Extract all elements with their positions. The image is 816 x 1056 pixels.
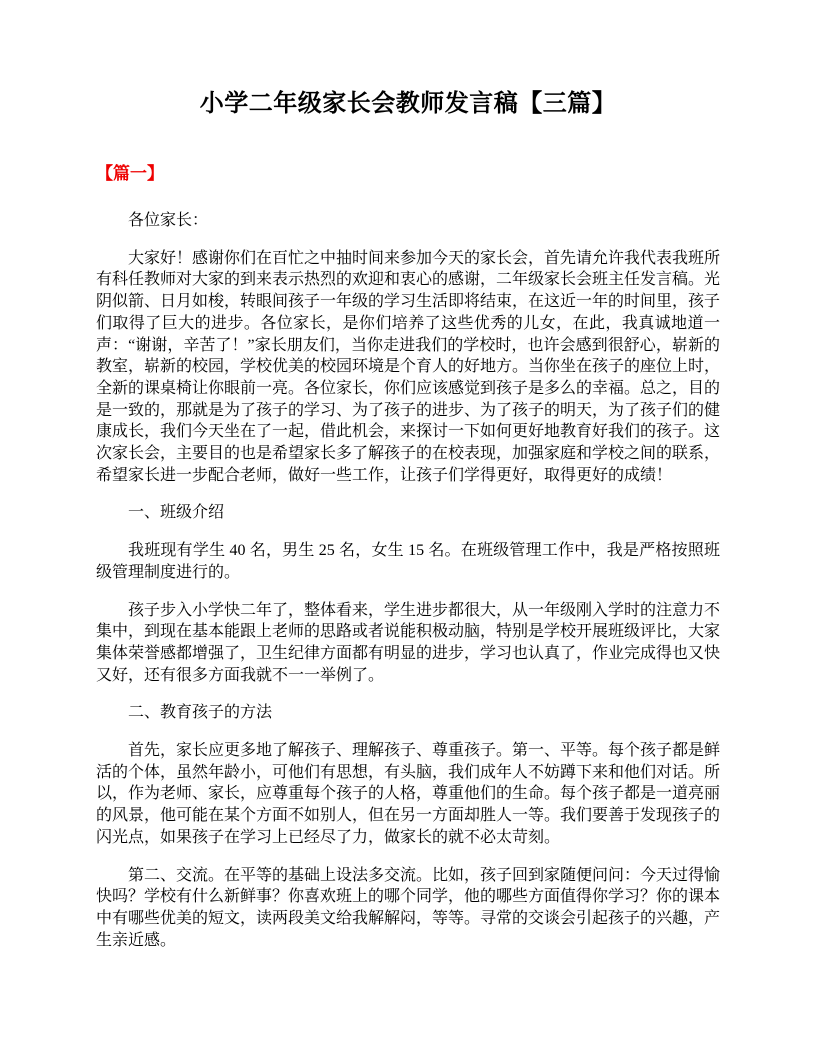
paragraph-method-communication: 第二、交流。在平等的基础上设法多交流。比如，孩子回到家随便问问：今天过得愉快吗？学校有什么新鲜事？你喜欢班上的哪个同学，他的哪些方面值得你学习？你的课本中有哪些优美的短文，读两段美文给我解解闷，等等。寻常的交谈会引起孩子的兴趣，产生亲近感。 [96, 866, 721, 949]
subheading-class-introduction: 一、班级介绍 [128, 504, 225, 522]
subheading-education-methods: 二、教育孩子的方法 [128, 704, 273, 722]
opening-paragraph: 大家好！感谢你们在百忙之中抽时间来参加今天的家长会，首先请允许我代表我班所有科任教师对大家的到来表示热烈的欢迎和衷心的感谢，二年级家长会班主任发言稿。光阴似箭、日月如梭，转眼间孩子一年级的学习生活即将结束，在这近一年的时间里，孩子们取得了巨大的进步。各位家长，是你们培养了这些优秀的儿女，在此，我真诚地道一声：“谢谢，辛苦了！”家长朋友们，当你走进我们的学校时，也许会感到很舒心，崭新的教室，崭新的校园，学校优美的校园环境是个育人的好地方。当你坐在孩子的座位上时，全新的课桌椅让你眼前一亮。各位家长，你们应该感觉到孩子是多么的幸福。总之，目的是一致的，那就是为了孩子的学习、为了孩子的进步、为了孩子的明天，为了孩子们的健康成长，我们今天坐在了一起，借此机会，来探讨一下如何更好地教育好我们的孩子。这次家长会，主要目的也是希望家长多了解孩子的在校表现，加强家庭和学校之间的联系，希望家长进一步配合老师，做好一些工作，让孩子们学得更好，取得更好的成绩！ [96, 249, 721, 484]
document-body [96, 210, 720, 951]
section-heading-part-one: 【篇一】 [96, 164, 164, 183]
document-title: 小学二年级家长会教师发言稿【三篇】 [199, 91, 617, 117]
paragraph-method-equality: 首先，家长应更多地了解孩子、理解孩子、尊重孩子。第一、平等。每个孩子都是鲜活的个体，虽然年龄小，可他们有思想，有头脑，我们成年人不妨蹲下来和他们对话。所以，作为老师、家长，应尊重每个孩子的人格，尊重他们的生命。每个孩子都是一道亮丽的风景，他可能在某个方面不如别人，但在另一方面却胜人一等。我们要善于发现孩子的闪光点，如果孩子在学习上已经尽了力，做家长的就不必太苛刻。 [96, 742, 721, 846]
salutation: 各位家长： [128, 212, 209, 229]
paragraph-class-stats: 我班现有学生 40 名，男生 25 名，女生 15 名。在班级管理工作中，我是严格按照班级管理制度进行的。 [96, 542, 720, 581]
paragraph-class-progress: 孩子步入小学快二年了，整体看来，学生进步都很大，从一年级刚入学时的注意力不集中，到现在基本能跟上老师的思路或者说能积极动脑，特别是学校开展班级评比，大家集体荣誉感都增强了，卫生纪律方面都有明显的进步，学习也认真了，作业完成得也又快又好，还有很多方面我就不一一举例了。 [96, 601, 721, 684]
